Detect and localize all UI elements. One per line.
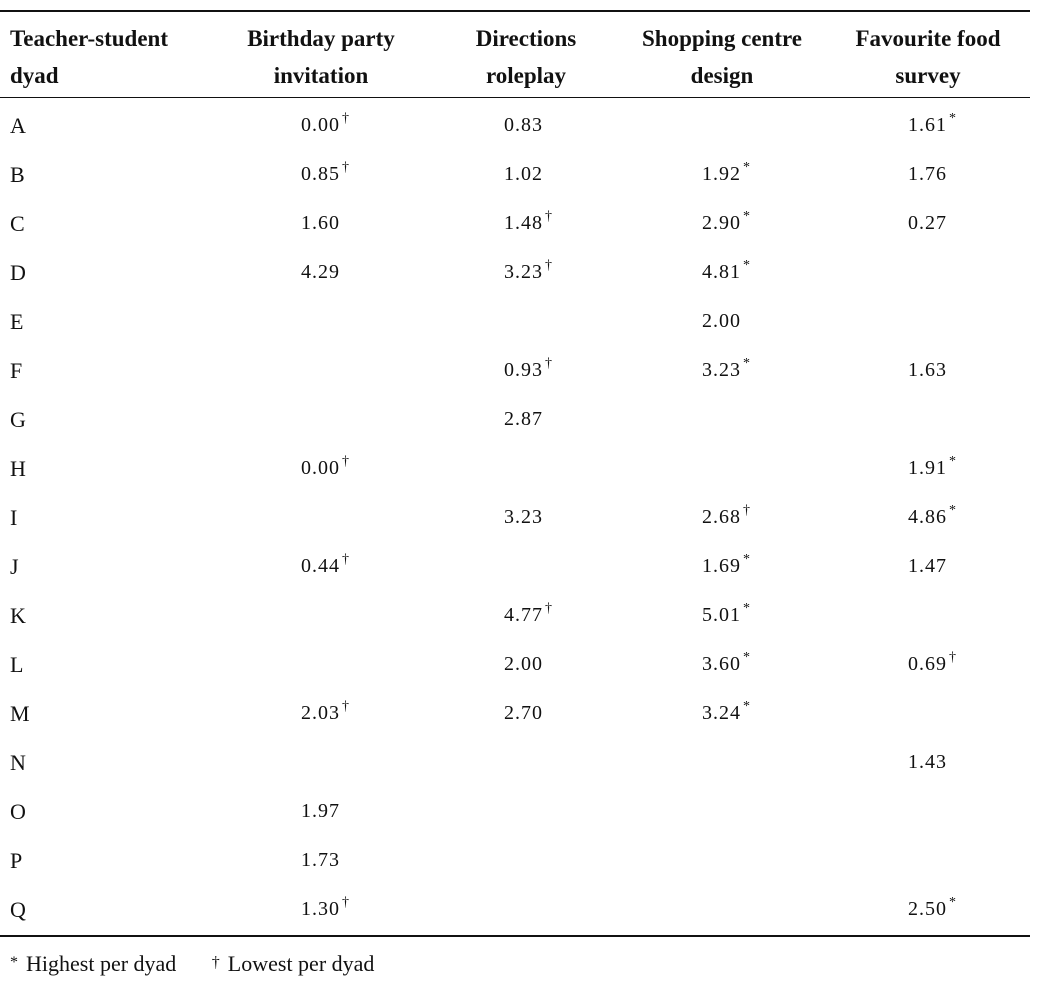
column-header-line: Teacher-student (10, 26, 169, 51)
cell-value: 2.70 (504, 702, 543, 724)
lowest-marker: † (342, 699, 349, 714)
highest-marker: * (743, 601, 750, 616)
dyad-label: J (10, 554, 19, 579)
highest-marker: * (743, 699, 750, 714)
cell-value: 2.00 (504, 653, 543, 675)
table-row (0, 787, 1030, 836)
cell-value: 1.91 (908, 457, 947, 479)
table-row (0, 346, 1030, 395)
table-cell (702, 150, 750, 199)
dyad-label: G (10, 407, 26, 432)
lowest-marker: † (545, 258, 552, 273)
lowest-marker: † (342, 552, 349, 567)
lowest-marker: † (545, 209, 552, 224)
table-cell (702, 591, 750, 640)
cell-value: 3.23 (504, 506, 543, 528)
table-row (0, 738, 1030, 787)
footnote-highest-symbol: * (10, 954, 18, 971)
lowest-marker: † (342, 111, 349, 126)
dyad-label: N (10, 750, 26, 775)
dyad-label: H (10, 456, 26, 481)
cell-value: 2.03 (301, 702, 340, 724)
highest-marker: * (949, 895, 956, 910)
table-cell (702, 689, 750, 738)
column-header-birthday-party (208, 20, 434, 94)
table-cell (908, 885, 956, 934)
column-header-line: Favourite food (855, 26, 1001, 51)
footnote-lowest-text: Lowest per dyad (227, 951, 375, 976)
lowest-marker: † (545, 601, 552, 616)
table-cell (702, 199, 750, 248)
cell-value: 0.44 (301, 555, 340, 577)
footnote-lowest (212, 951, 375, 976)
cell-value: 4.29 (301, 261, 340, 283)
cell-value: 2.87 (504, 408, 543, 430)
cell-value: 0.93 (504, 359, 543, 381)
table-row (0, 836, 1030, 885)
cell-value: 4.77 (504, 604, 543, 626)
column-header-line: dyad (10, 63, 59, 88)
table-cell (301, 101, 349, 150)
table-cell (301, 542, 349, 591)
lowest-marker: † (342, 895, 349, 910)
dyad-label: K (10, 603, 26, 628)
cell-value: 2.68 (702, 506, 741, 528)
dyad-label: I (10, 505, 18, 530)
lowest-marker: † (342, 160, 349, 175)
table-top-rule (0, 10, 1030, 12)
table-row (0, 493, 1030, 542)
table-row (0, 395, 1030, 444)
column-header-directions (434, 20, 618, 94)
table-cell (504, 248, 552, 297)
cell-value: 5.01 (702, 604, 741, 626)
table-bottom-rule (0, 935, 1030, 937)
table-cell (301, 199, 340, 248)
table-cell (908, 101, 956, 150)
lowest-marker: † (545, 356, 552, 371)
cell-value: 2.50 (908, 898, 947, 920)
cell-value: 1.47 (908, 555, 947, 577)
table-cell (301, 885, 349, 934)
dyad-label: L (10, 652, 24, 677)
table-row (0, 591, 1030, 640)
dyad-label: P (10, 848, 23, 873)
column-header-shopping-centre (618, 20, 826, 94)
table-row (0, 150, 1030, 199)
dyad-label: D (10, 260, 26, 285)
cell-value: 1.61 (908, 114, 947, 136)
cell-value: 1.73 (301, 849, 340, 871)
table-cell (504, 493, 543, 542)
dyad-label: B (10, 162, 25, 187)
highest-marker: * (743, 160, 750, 175)
table-cell (504, 591, 552, 640)
cell-value: 1.97 (301, 800, 340, 822)
footnote-lowest-symbol: † (211, 954, 220, 971)
column-header-line: invitation (273, 63, 369, 88)
highest-marker: * (743, 209, 750, 224)
table-cell (301, 787, 340, 836)
cell-value: 4.86 (908, 506, 947, 528)
cell-value: 0.27 (908, 212, 947, 234)
table-cell (908, 199, 947, 248)
table-cell (504, 640, 543, 689)
dyad-label: Q (10, 897, 26, 922)
table-cell (702, 248, 750, 297)
cell-value: 0.69 (908, 653, 947, 675)
table-cell (504, 150, 543, 199)
highest-marker: * (949, 111, 956, 126)
cell-value: 4.81 (702, 261, 741, 283)
table-cell (301, 444, 349, 493)
table-cell (504, 689, 543, 738)
footnote-highest-text: Highest per dyad (26, 951, 177, 976)
table-header-rule (0, 97, 1030, 98)
cell-value: 1.76 (908, 163, 947, 185)
table-row (0, 297, 1030, 346)
column-header-line: Birthday party (247, 26, 395, 51)
lowest-marker: † (743, 503, 750, 518)
highest-marker: * (743, 552, 750, 567)
dyad-label: C (10, 211, 25, 236)
cell-value: 0.85 (301, 163, 340, 185)
dyad-label: A (10, 113, 26, 138)
highest-marker: * (743, 356, 750, 371)
table-cell (908, 444, 956, 493)
table-cell (702, 542, 750, 591)
table-row (0, 444, 1030, 493)
table-cell (908, 640, 956, 689)
table-cell (504, 346, 552, 395)
dyad-label: F (10, 358, 23, 383)
footnote-highest (10, 951, 176, 976)
dyad-label: M (10, 701, 30, 726)
cell-value: 0.83 (504, 114, 543, 136)
cell-value: 2.90 (702, 212, 741, 234)
table-cell (504, 101, 543, 150)
column-header-dyad (10, 20, 168, 94)
cell-value: 3.23 (702, 359, 741, 381)
cell-value: 3.60 (702, 653, 741, 675)
table-cell (908, 738, 947, 787)
cell-value: 1.92 (702, 163, 741, 185)
table-cell (702, 640, 750, 689)
column-header-favourite-food (826, 20, 1030, 94)
cell-value: 3.24 (702, 702, 741, 724)
table-cell (702, 346, 750, 395)
table-cell (908, 150, 947, 199)
cell-value: 0.00 (301, 114, 340, 136)
table-cell (908, 346, 947, 395)
table-row (0, 101, 1030, 150)
table-cell (301, 150, 349, 199)
cell-value: 1.69 (702, 555, 741, 577)
table-row (0, 885, 1030, 934)
table-row (0, 542, 1030, 591)
highest-marker: * (949, 503, 956, 518)
table-cell (301, 689, 349, 738)
dyad-label: O (10, 799, 26, 824)
cell-value: 0.00 (301, 457, 340, 479)
table-cell (504, 199, 552, 248)
cell-value: 1.43 (908, 751, 947, 773)
cell-value: 1.60 (301, 212, 340, 234)
column-header-line: roleplay (485, 63, 567, 88)
table-cell (908, 493, 956, 542)
cell-value: 1.02 (504, 163, 543, 185)
table-cell (908, 542, 947, 591)
column-header-line: design (690, 63, 754, 88)
table-cell (702, 297, 741, 346)
column-header-line: survey (895, 63, 961, 88)
table-cell (301, 248, 340, 297)
highest-marker: * (949, 454, 956, 469)
highest-marker: * (743, 650, 750, 665)
cell-value: 2.00 (702, 310, 741, 332)
table-row (0, 689, 1030, 738)
column-header-line: Directions (475, 26, 577, 51)
cell-value: 1.63 (908, 359, 947, 381)
column-header-line: Shopping centre (642, 26, 802, 51)
table-row (0, 248, 1030, 297)
cell-value: 1.30 (301, 898, 340, 920)
dyad-label: E (10, 309, 24, 334)
table-cell (504, 395, 543, 444)
cell-value: 3.23 (504, 261, 543, 283)
lowest-marker: † (342, 454, 349, 469)
table-row (0, 199, 1030, 248)
table-row (0, 640, 1030, 689)
cell-value: 1.48 (504, 212, 543, 234)
table-cell (301, 836, 340, 885)
table-footnote (10, 946, 404, 985)
lowest-marker: † (949, 650, 956, 665)
table-cell (702, 493, 750, 542)
highest-marker: * (743, 258, 750, 273)
